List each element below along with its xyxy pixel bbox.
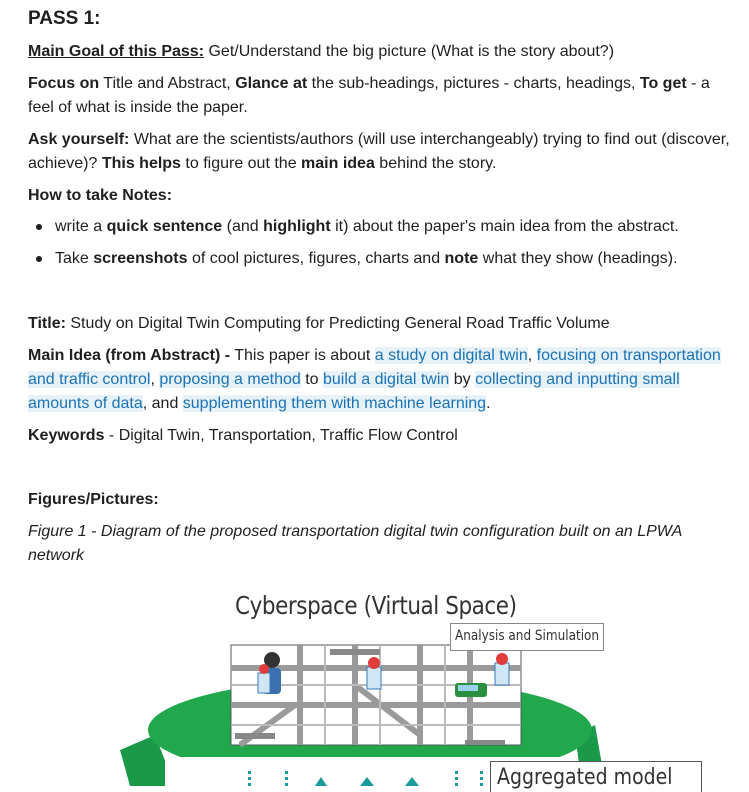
notes-list (28, 215, 733, 279)
notes-heading: How to take Notes: (28, 187, 173, 204)
ask-end-text: behind the story. (374, 155, 497, 172)
this-helps-label: This helps (101, 155, 181, 172)
main-idea-term: main idea (301, 155, 375, 172)
main-idea-paragraph (28, 344, 733, 416)
keywords-text: - Digital Twin, Transportation, Traffic Flow Control (104, 427, 458, 444)
main-idea-text: . (486, 395, 491, 412)
list-item (28, 247, 733, 279)
figure-caption: Figure 1 - Diagram of the proposed transportation digital twin configuration built on an LPWA network (28, 523, 682, 564)
analysis-label: Analysis and Simulation (455, 628, 600, 644)
main-idea-text: to (300, 371, 323, 388)
bullet-text: what they show (headings). (478, 250, 678, 267)
highlight: focusing on transportation and traffic control (28, 347, 721, 388)
highlight: proposing a method (159, 371, 301, 388)
pass-heading: PASS 1: (28, 8, 101, 29)
ask-text: What are the scientists/authors (will use interchangeably) trying to find out (discover, achieve)? (28, 131, 730, 172)
keywords-label: Keywords (28, 427, 105, 444)
main-idea-text: , and (142, 395, 183, 412)
main-idea-label: Main Idea (from Abstract) - (28, 347, 231, 364)
aggregated-model-label: Aggregated model (497, 765, 673, 790)
to-get-text: - a feel of what is inside the paper. (28, 75, 710, 116)
highlight: build a digital twin (323, 371, 450, 388)
sensor-icon (368, 657, 380, 669)
keywords-paragraph (28, 424, 733, 448)
main-idea-text: This paper is about (230, 347, 375, 364)
figure-diagram (120, 585, 673, 790)
analysis-box (450, 623, 604, 651)
aggregated-model-box (490, 761, 702, 792)
main-goal-paragraph (28, 40, 733, 64)
list-item (28, 215, 733, 247)
sensor-icon (496, 653, 508, 665)
this-helps-text: to figure out the (180, 155, 302, 172)
ask-label: Ask yourself: (28, 131, 130, 148)
sensor-icon (259, 664, 269, 674)
bullet-text: (and (222, 218, 264, 235)
focus-text: Title and Abstract, (99, 75, 236, 92)
figures-heading: Figures/Pictures: (28, 491, 159, 508)
main-idea-text: , (150, 371, 160, 388)
bullet-text: Take (55, 250, 94, 267)
title-paragraph (28, 312, 733, 336)
figure-title: Cyberspace (Virtual Space) (235, 591, 517, 620)
bullet-bold: highlight (263, 218, 331, 235)
focus-label: Focus on (28, 75, 100, 92)
paper-title: Study on Digital Twin Computing for Predicting General Road Traffic Volume (65, 315, 610, 332)
glance-text: the sub-headings, pictures - charts, headings, (307, 75, 640, 92)
ask-yourself-paragraph (28, 128, 733, 176)
highlight: collecting and inputting small amounts of data (28, 371, 680, 412)
city-map (231, 645, 521, 745)
to-get-label: To get (639, 75, 687, 92)
bullet-bold: note (444, 250, 479, 267)
glance-label: Glance at (235, 75, 308, 92)
bullet-text: it) about the paper's main idea from the abstract. (330, 218, 679, 235)
bullet-text: of cool pictures, figures, charts and (187, 250, 445, 267)
main-goal-label: Main Goal of this Pass: (28, 43, 205, 60)
highlight: a study on digital twin (374, 347, 528, 364)
main-goal-text: Get/Understand the big picture (What is the story about?) (204, 43, 615, 60)
title-label: Title: (28, 315, 66, 332)
bullet-text: write a (55, 218, 107, 235)
main-idea-text: , (527, 347, 537, 364)
bullet-bold: screenshots (93, 250, 188, 267)
bullet-bold: quick sentence (106, 218, 223, 235)
focus-paragraph (28, 72, 733, 120)
main-idea-text: by (449, 371, 476, 388)
highlight: supplementing them with machine learning (182, 395, 487, 412)
